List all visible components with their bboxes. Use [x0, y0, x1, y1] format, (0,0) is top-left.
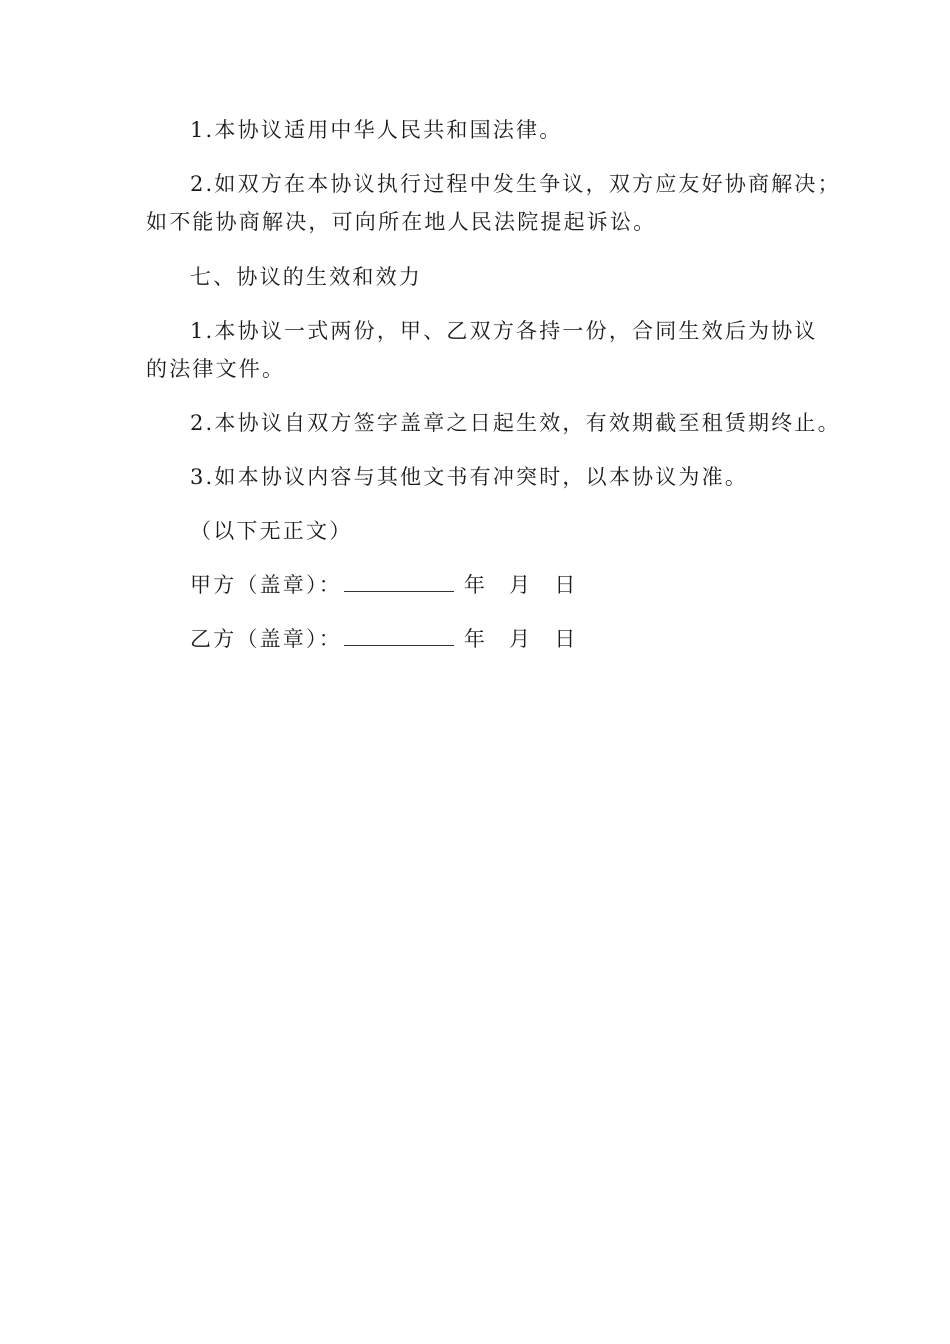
paragraph-line: 2.如双方在本协议执行过程中发生争议，双方应友好协商解决；: [190, 172, 841, 196]
paragraph-line: 1.本协议一式两份，甲、乙双方各持一份，合同生效后为协议: [190, 319, 818, 343]
paragraph-line: 2.本协议自双方签字盖章之日起生效，有效期截至租赁期终止。: [190, 411, 841, 435]
paragraph-end-note: [146, 512, 816, 550]
signature-blank-line: [344, 573, 454, 592]
paragraph-line: 的法律文件。: [146, 357, 286, 381]
paragraph-line: 1.本协议适用中华人民共和国法律。: [190, 118, 563, 142]
signature-label: 乙方（盖章）：: [190, 627, 342, 651]
date-year: 年: [463, 627, 488, 651]
paragraph-dispute-resolution: [146, 165, 841, 241]
signature-party-a: [190, 570, 600, 600]
date-day: 日: [554, 627, 578, 651]
date-month: 月: [509, 573, 533, 597]
date-day: 日: [554, 573, 578, 597]
signature-party-b: [190, 624, 600, 654]
paragraph-line: （以下无正文）: [190, 519, 353, 543]
paragraph-line: 如不能协商解决，可向所在地人民法院提起诉讼。: [146, 210, 657, 234]
section-heading: [146, 258, 816, 296]
paragraph-effective-date: [146, 404, 841, 442]
signature-blank-line: [344, 627, 454, 646]
paragraph-governing-law: [146, 111, 816, 149]
paragraph-copies: [146, 312, 816, 388]
date-month: 月: [509, 627, 533, 651]
paragraph-line: 3.如本协议内容与其他文书有冲突时，以本协议为准。: [190, 465, 749, 489]
section-heading-text: 七、协议的生效和效力: [190, 265, 422, 289]
date-year: 年: [463, 573, 488, 597]
paragraph-conflict: [146, 458, 816, 496]
signature-label: 甲方（盖章）：: [190, 573, 342, 597]
